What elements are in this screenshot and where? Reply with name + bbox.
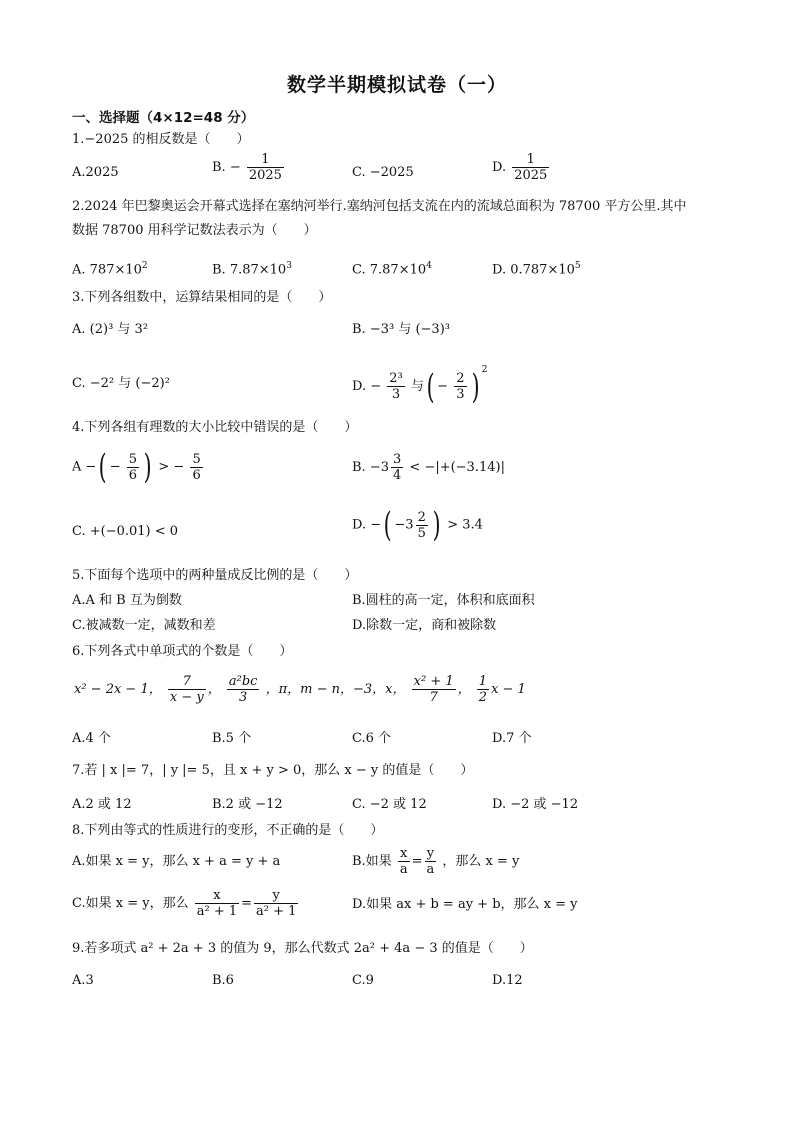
q3-d-close-paren: ) xyxy=(471,366,480,407)
q1-option-a: A.2025 xyxy=(72,165,119,180)
q4-d-close-paren: ) xyxy=(432,505,441,545)
question-4-stem: 4.下列各组有理数的大小比较中错误的是（ ） xyxy=(72,420,358,435)
q1-d-numerator: 1 xyxy=(512,152,549,168)
q4-a-mid: > − xyxy=(158,459,185,475)
q6-frac-4 xyxy=(477,674,489,705)
q4-option-a xyxy=(72,447,205,487)
q6-expr-mid: ，π，m − n，−3，x， xyxy=(265,682,406,697)
q3-d-prefix: D. − xyxy=(352,379,382,394)
q3-d-den1: 3 xyxy=(391,387,401,402)
q4-a-close-paren: ) xyxy=(143,447,152,487)
q6-frac-1-den: x − y xyxy=(169,690,204,705)
q5-option-b: B.圆柱的高一定，体积和底面积 xyxy=(352,593,535,608)
q3-d-num2: 2 xyxy=(456,371,465,386)
q7-option-c: C. −2 或 12 xyxy=(352,797,427,812)
q3-d-num1: 2³ xyxy=(389,371,403,386)
q8-b-prefix: B.如果 xyxy=(352,854,392,869)
q3-d-fraction2 xyxy=(454,371,466,402)
q3-option-c: C. −2² 与 (−2)² xyxy=(72,376,170,391)
q5-option-c: C.被减数一定，减数和差 xyxy=(72,618,216,633)
q2-option-b xyxy=(212,256,292,280)
q4-b-den: 4 xyxy=(392,468,402,483)
q7-option-d: D. −2 或 −12 xyxy=(492,797,579,812)
question-1-stem: 1.−2025 的相反数是（ ） xyxy=(72,132,250,147)
q8-b-fraction1 xyxy=(398,846,410,877)
q4-b-num: 3 xyxy=(392,452,402,467)
q8-b-den2: a xyxy=(426,862,435,877)
q6-frac-4-den: 2 xyxy=(478,690,488,705)
q1-option-b xyxy=(212,152,286,183)
question-2-stem-line1: 2.2024 年巴黎奥运会开幕式选择在塞纳河举行.塞纳河包括支流在内的流域总面积为 78700 平方公里.其中 xyxy=(72,199,687,214)
q1-b-numerator: 1 xyxy=(247,152,284,168)
q4-a-open-paren: ( xyxy=(99,447,108,487)
q9-option-c: C.9 xyxy=(352,973,374,988)
q4-d-prefix: D. − xyxy=(352,517,382,533)
q1-d-denominator: 2025 xyxy=(514,168,548,183)
q6-frac-3 xyxy=(412,674,456,705)
q4-d-den: 5 xyxy=(417,525,426,541)
q8-c-num2: y xyxy=(254,888,298,904)
q4-a-num1: 5 xyxy=(128,451,138,467)
q6-frac-2-den: 3 xyxy=(239,690,248,705)
q8-b-eq: = xyxy=(411,854,423,869)
q8-c-fraction1 xyxy=(195,888,239,919)
q6-sep-1: ， xyxy=(207,682,221,697)
q2-c-exponent: 4 xyxy=(426,261,432,271)
q8-b-num1: x xyxy=(398,846,410,862)
q2-option-c xyxy=(352,256,432,280)
q7-option-b: B.2 或 −12 xyxy=(212,797,283,812)
q5-option-d: D.除数一定，商和被除数 xyxy=(352,618,497,633)
q6-frac-3-den: 7 xyxy=(429,690,438,705)
q1-b-prefix: B. − xyxy=(212,160,241,175)
q4-d-num: 2 xyxy=(417,509,426,525)
q8-c-eq: = xyxy=(241,896,253,911)
q6-frac-2 xyxy=(227,674,260,705)
q4-d-post: > 3.4 xyxy=(447,517,483,533)
q2-d-base: D. 0.787×10 xyxy=(492,262,575,278)
q4-d-open-paren: ( xyxy=(383,505,392,545)
q3-d-mid: 与 xyxy=(410,379,424,394)
page-title: 数学半期模拟试卷（一） xyxy=(286,74,507,96)
question-6-stem: 6.下列各式中单项式的个数是（ ） xyxy=(72,644,293,659)
q3-d-minus: − xyxy=(437,379,449,394)
q9-option-b: B.6 xyxy=(212,973,234,988)
q2-b-exponent: 3 xyxy=(286,261,292,271)
q6-option-d: D.7 个 xyxy=(492,731,532,746)
q4-a-num2: 5 xyxy=(192,451,201,467)
q8-c-prefix: C.如果 x = y，那么 xyxy=(72,896,189,911)
q6-frac-3-num: x² + 1 xyxy=(413,674,454,689)
q9-option-a: A.3 xyxy=(72,973,94,988)
q2-d-exponent: 5 xyxy=(574,261,581,271)
q8-option-c xyxy=(72,888,300,919)
q8-b-fraction2 xyxy=(425,846,437,877)
q6-sep-2: ， xyxy=(457,682,471,697)
section-heading: 一、选择题（4×12=48 分） xyxy=(72,110,255,126)
question-3-stem: 3.下列各组数中，运算结果相同的是（ ） xyxy=(72,290,332,305)
q2-c-base: C. 7.87×10 xyxy=(352,262,427,278)
q8-b-post: ，那么 x = y xyxy=(442,854,520,869)
q8-c-num1: x xyxy=(195,888,239,904)
q4-a-den2: 6 xyxy=(192,467,201,483)
q3-d-open-paren: ( xyxy=(426,366,435,407)
q2-option-d xyxy=(492,256,581,280)
q1-option-c: C. −2025 xyxy=(352,165,414,180)
q6-option-c: C.6 个 xyxy=(352,731,392,746)
q3-option-b: B. −3³ 与 (−3)³ xyxy=(352,322,450,337)
question-8-stem: 8.下列由等式的性质进行的变形，不正确的是（ ） xyxy=(72,823,384,838)
q4-d-inner: −3 xyxy=(394,517,414,533)
q4-a-fraction2 xyxy=(190,452,202,483)
q6-frac-4-num: 1 xyxy=(478,674,488,689)
q6-option-b: B.5 个 xyxy=(212,731,252,746)
q8-c-den1: a² + 1 xyxy=(196,904,238,919)
q8-b-den1: a xyxy=(399,862,408,877)
q6-frac-1-num: 7 xyxy=(168,674,206,690)
q4-option-b xyxy=(352,452,505,483)
q4-option-d xyxy=(352,505,483,545)
q4-a-prefix: A − xyxy=(72,459,97,475)
q6-expr-1: x² − 2x − 1， xyxy=(74,682,162,697)
q3-option-d xyxy=(352,360,488,407)
q8-option-b xyxy=(352,846,519,877)
q7-option-a: A.2 或 12 xyxy=(72,797,132,812)
q4-b-fraction xyxy=(391,452,403,483)
q6-option-a: A.4 个 xyxy=(72,731,111,746)
q1-option-d xyxy=(492,152,551,183)
question-7-stem: 7.若 | x |= 7，| y |= 5，且 x + y > 0，那么 x − y 的值是（ ） xyxy=(72,763,474,778)
q3-d-exponent: 2 xyxy=(481,365,488,375)
q4-b-prefix: B. −3 xyxy=(352,460,389,475)
q4-a-fraction1 xyxy=(127,452,139,483)
q3-d-den2: 3 xyxy=(456,387,465,402)
q2-b-base: B. 7.87×10 xyxy=(212,262,287,278)
q6-expression-list xyxy=(74,674,526,705)
q4-a-den1: 6 xyxy=(128,467,138,483)
q2-a-exponent: 2 xyxy=(141,261,148,271)
q4-a-minus: − xyxy=(109,459,121,475)
q2-a-base: A. 787×10 xyxy=(72,262,142,278)
q3-option-a: A. (2)³ 与 3² xyxy=(72,322,149,337)
q8-option-d: D.如果 ax + b = ay + b，那么 x = y xyxy=(352,897,578,912)
q1-b-denominator: 2025 xyxy=(248,168,282,183)
q6-frac-1 xyxy=(168,674,206,705)
q8-c-den2: a² + 1 xyxy=(256,904,297,919)
q1-b-fraction xyxy=(247,152,284,183)
question-5-stem: 5.下面每个选项中的两种量成反比例的是（ ） xyxy=(72,568,358,583)
q8-c-fraction2 xyxy=(254,888,298,919)
q8-b-num2: y xyxy=(425,846,437,862)
q8-option-a: A.如果 x = y，那么 x + a = y + a xyxy=(72,854,281,869)
q2-option-a xyxy=(72,256,148,280)
question-9-stem: 9.若多项式 a² + 2a + 3 的值为 9，那么代数式 2a² + 4a − 3 的值是（ ） xyxy=(72,941,533,956)
q4-option-c: C. +(−0.01) < 0 xyxy=(72,524,179,539)
q3-d-fraction1 xyxy=(387,371,404,402)
q4-b-post: < −|+(−3.14)| xyxy=(409,460,505,475)
q4-d-fraction xyxy=(416,510,428,541)
q9-option-d: D.12 xyxy=(492,973,523,988)
q1-d-fraction xyxy=(512,152,549,183)
q6-expr-tail: x − 1 xyxy=(491,682,526,697)
q6-frac-2-num: a²bc xyxy=(228,674,258,689)
q1-d-prefix: D. xyxy=(492,160,507,175)
q5-option-a: A.A 和 B 互为倒数 xyxy=(72,593,182,608)
question-2-stem-line2: 数据 78700 用科学记数法表示为（ ） xyxy=(72,223,317,238)
